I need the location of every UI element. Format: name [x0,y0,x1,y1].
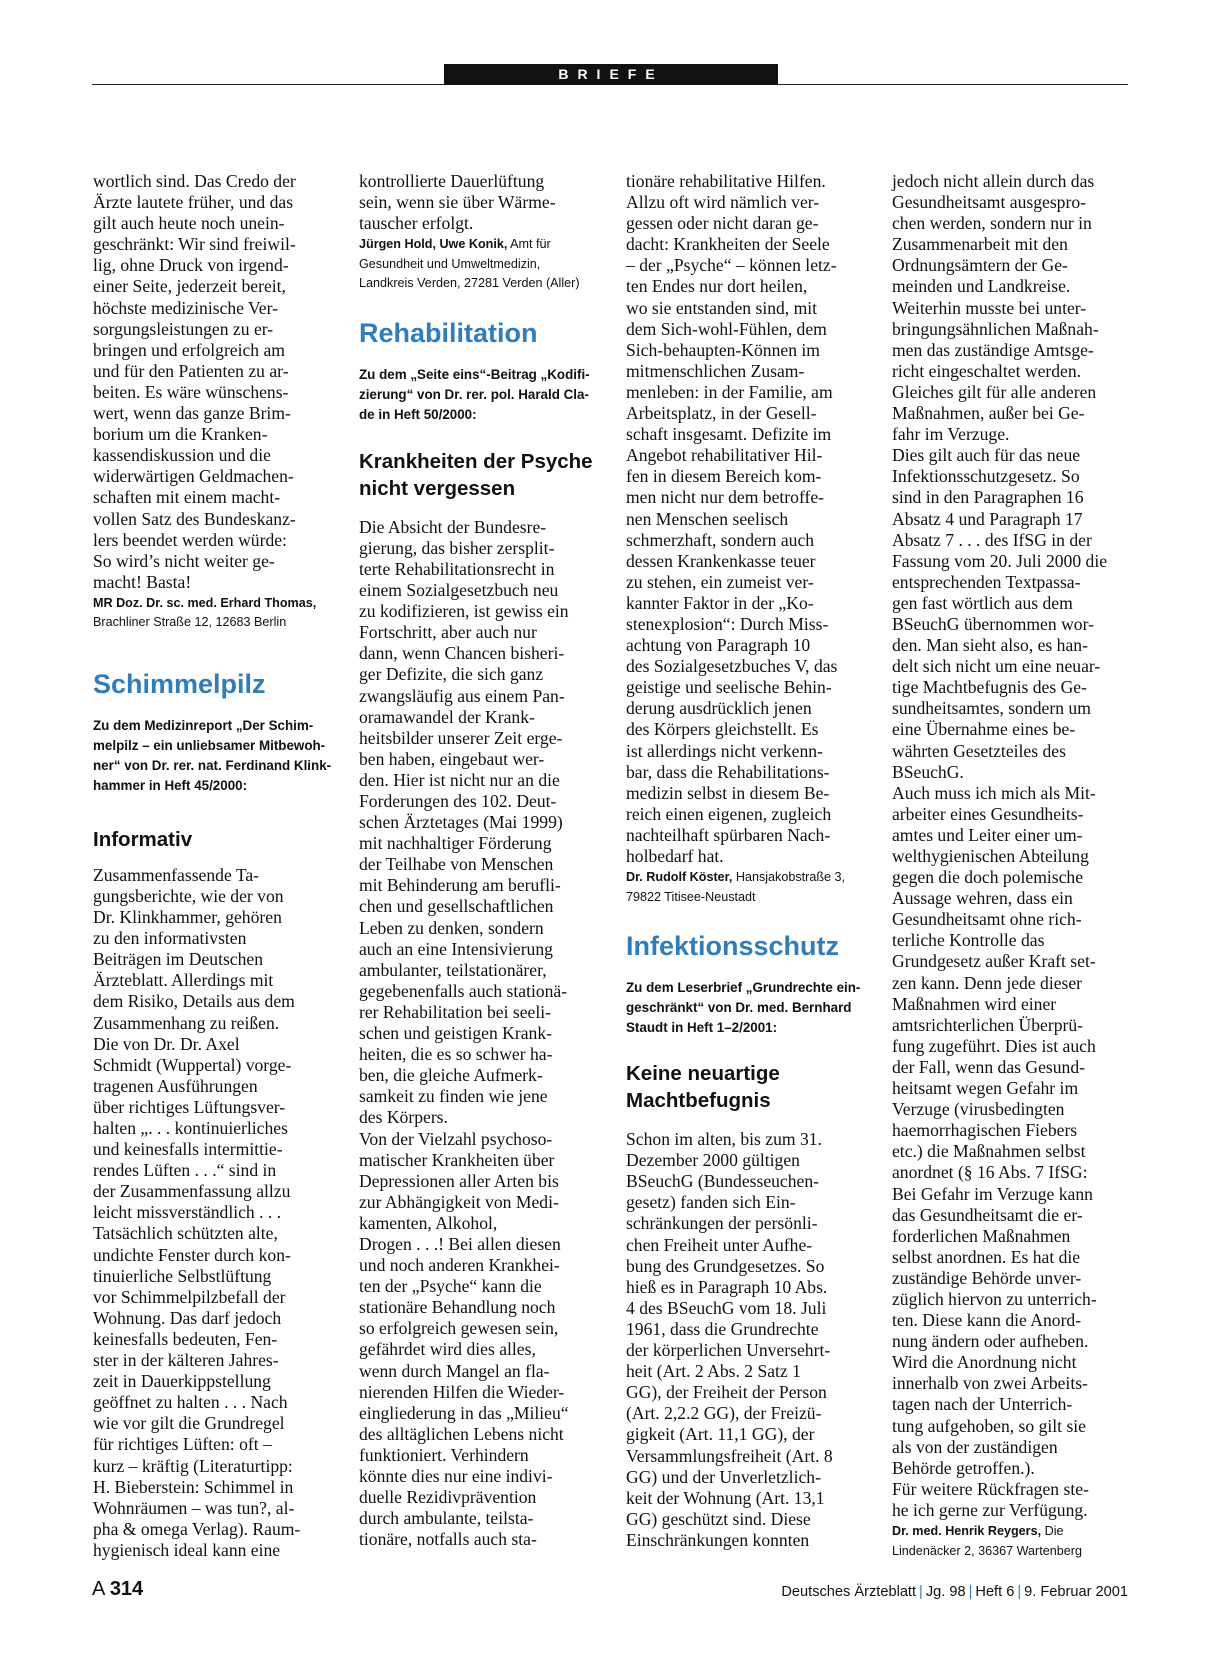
text-line: heitsamt wegen Gefahr im [892,1078,1079,1099]
text-line: Zu dem „Seite eins“-Beitrag „Kodifi- [359,366,590,382]
text-line: men das zuständige Amtsge- [892,339,1094,360]
text-line: der Zusammenfassung allzu [93,1181,291,1202]
text-line: gefährdet wird dies alles, [359,1339,536,1360]
column-3 [626,171,868,1551]
text-line: tagen nach der Unterrich- [892,1394,1073,1415]
text-line: gesetz) fanden sich Ein- [626,1192,796,1213]
text-line: tionäre, notfalls auch sta- [359,1529,537,1550]
letter-continuation-text [93,171,335,593]
text-line: Auch muss ich mich als Mit- [892,782,1096,803]
text-line: derung ausdrücklich jenen [626,698,812,719]
text-line: zu kodifizieren, ist gewiss ein [359,601,569,622]
text-line: Schmidt (Wuppertal) vorge- [93,1054,292,1075]
text-line: ten der „Psyche“ kann die [359,1276,542,1297]
text-line: nachteilhaft spürbaren Nach- [626,824,831,845]
text-line: geschränkt: Wir sind freiwil- [93,234,296,255]
text-line: Von der Vielzahl psychoso- [359,1128,553,1149]
text-line: Beiträgen im Deutschen [93,949,264,970]
text-line: Tatsächlich schützten alte, [93,1223,278,1244]
text-line: de in Heft 50/2000: [359,406,477,422]
text-line: terliche Kontrolle das [892,930,1045,951]
text-line: entsprechenden Textpassa- [892,571,1081,592]
text-line: des Körpers. [359,1107,448,1128]
text-line: leicht missverständlich . . . [93,1202,282,1223]
text-line: Machtbefugnis [626,1089,771,1113]
text-line: tauscher erfolgt. [359,213,474,234]
signature-address: Amt für [507,237,551,252]
text-line: 4 des BSeuchG vom 18. Juli [626,1297,827,1318]
text-line: Fortschritt, aber auch nur [359,622,537,643]
text-line: Verzuge (virusbedingten [892,1099,1065,1120]
text-line: amtsrichterlichen Überprü- [892,1014,1084,1035]
text-line: mit Behinderung am berufli- [359,875,561,896]
text-line: zu den informativsten [93,928,247,949]
text-line: halten „. . . kontinuierliches [93,1118,288,1138]
text-line: sorgungsleistungen zu er- [93,318,274,339]
letter-headline [93,826,335,853]
text-line: bung des Grundgesetzes. So [626,1255,825,1276]
text-line: zen kann. Denn jede dieser [892,972,1083,993]
text-line: fung zugeführt. Dies ist auch [892,1035,1096,1056]
letter-headline [626,1060,868,1114]
letter-body-text [93,865,335,1561]
text-line: schen Ärztetages (Mai 1999) [359,812,563,833]
text-line: das Gesundheitsamt die er- [892,1204,1083,1225]
text-line: geistige und seelische Behin- [626,677,832,698]
text-line: für richtiges Lüften: oft – [93,1434,272,1455]
letter-signature [93,594,335,633]
text-line: rer Rehabilitation bei seeli- [359,1001,551,1022]
column-1 [93,171,335,1561]
text-line: gen fast wörtlich aus dem [892,592,1073,613]
text-line: Arbeitsplatz, in der Gesell- [626,403,817,424]
text-line: geschränkt“ von Dr. med. Bernhard [626,1000,852,1016]
text-line: tionäre rehabilitative Hilfen. [626,171,826,191]
text-line: Landkreis Verden, 27281 Verden (Aller) [359,276,580,291]
text-line: heiten, die es so schwer ha- [359,1044,553,1065]
text-line: Depressionen aller Arten bis [359,1170,559,1191]
text-line: BSeuchG (Bundesseuchen- [626,1171,819,1192]
text-line: Informativ [93,827,193,851]
text-line: ist allerdings nicht verkenn- [626,740,823,761]
text-line: gegen die doch polemische [892,867,1084,888]
signature-address-lines [626,888,868,908]
text-line: über richtiges Lüftungsver- [93,1096,286,1117]
text-line: ambulanter, teilstationärer, [359,959,547,980]
text-line: und noch anderen Krankhei- [359,1255,560,1276]
letter-signature [626,868,868,907]
text-line: Sich-behaupten-Können im [626,339,820,360]
text-line: dem Sich-wohl-Fühlen, dem [626,318,827,339]
text-line: Allzu oft wird nämlich ver- [626,192,820,213]
text-line: tragenen Ausführungen [93,1075,258,1096]
text-line: lig, ohne Druck von irgend- [93,255,289,276]
text-line: wie vor gilt die Grundregel [93,1413,285,1434]
text-line: Gesundheitsamt ohne rich- [892,909,1082,930]
text-line: haemorrhagischen Fiebers [892,1120,1078,1141]
page-number [92,1578,143,1601]
text-line: ster in der kälteren Jahres- [93,1350,279,1371]
text-line: GG), der Freiheit der Person [626,1382,827,1403]
text-line: Absatz 4 und Paragraph 17 [892,508,1083,529]
text-line: sundheitsamtes, sondern um [892,698,1091,719]
text-line: holbedarf hat. [626,846,724,866]
text-line: Zusammenarbeit mit den [892,234,1068,255]
text-line: züglich hiervon zu unterrich- [892,1288,1097,1309]
text-line: Krankheiten der Psyche [359,449,593,473]
signature-address-lines [359,255,601,294]
text-line: Gesundheitsamt ausgespro- [892,192,1086,213]
text-line: Für weitere Rückfragen ste- [892,1478,1089,1499]
text-line: samkeit zu finden wie jene [359,1086,548,1107]
text-line: he ich gerne zur Verfügung. [892,1499,1088,1520]
signature-address: Hansjakobstraße 3, [732,870,846,885]
text-line: ger Defizite, die sich ganz [359,664,544,685]
text-line: eingliederung in das „Milieu“ [359,1402,569,1423]
text-line: dann, wenn Chancen bisheri- [359,643,565,664]
text-line: vor Schimmelpilzbefall der [93,1286,286,1307]
text-line: GG) geschützt sind. Diese [626,1508,811,1529]
text-line: Aussage wehren, dass ein [892,888,1073,909]
column-4 [892,171,1134,1561]
text-line: Dies gilt auch für das neue [892,445,1081,466]
text-line: sind in den Paragraphen 16 [892,487,1084,508]
text-line: bar, dass die Rehabilitations- [626,761,830,782]
text-line: Zusammenfassende Ta- [93,864,260,885]
text-line: Ärzteblatt. Allerdings mit [93,970,274,991]
text-line: kontrollierte Dauerlüftung [359,171,545,191]
text-line: widerwärtigen Geldmachen- [93,466,294,487]
text-line: undichte Fenster durch kon- [93,1244,291,1265]
text-line: Versammlungsfreiheit (Art. 8 [626,1445,833,1466]
text-line: stenexplosion“: Durch Miss- [626,613,829,634]
text-line: Wohnung. Das darf jedoch [93,1307,282,1328]
text-line: durch ambulante, teilsta- [359,1508,534,1529]
text-line: dessen Krankenkasse teuer [626,550,816,571]
text-line: chen und gesellschaftlichen [359,896,554,917]
text-line: des Körpers gleichstellt. Es [626,719,819,740]
text-line: einem Sozialgesetzbuch neu [359,580,559,601]
text-line: höchste medizinische Ver- [93,297,278,318]
text-line: tinuierliche Selbstlüftung [93,1265,272,1286]
text-line: des alltäglichen Lebens nicht [359,1423,564,1444]
text-line: keinesfalls bedeuten, Fen- [93,1328,278,1349]
text-line: Einschränkungen konnten [626,1529,810,1550]
text-line: duelle Rezidivprävention [359,1487,537,1508]
text-line: jedoch nicht allein durch das [892,171,1095,191]
text-line: ten Endes nur dort heilen, [626,276,808,297]
text-line: Ordnungsämtern der Ge- [892,255,1068,276]
text-line: ben, die gleiche Aufmerk- [359,1065,543,1086]
text-line: bringen und erfolgreich am [93,339,285,360]
text-line: Absatz 7 . . . des IfSG in der [892,529,1092,550]
text-line: funktioniert. Verhindern [359,1444,529,1465]
text-line: zeit in Dauerkippstellung [93,1371,271,1392]
text-line: Behörde getroffen.). [892,1457,1035,1478]
text-line: Die Absicht der Bundesre- [359,516,547,537]
letter-body-text [626,1129,868,1551]
text-line: gessen oder nicht daran ge- [626,213,819,234]
text-line: der körperlichen Unversehrt- [626,1340,831,1361]
text-line: 79822 Titisee-Neustadt [626,889,756,904]
text-line: chen werden, sondern nur in [892,213,1092,234]
text-line: nung ändern oder aufheben. [892,1331,1089,1352]
text-line: sein, wenn sie über Wärme- [359,192,556,213]
text-line: Wird die Anordnung nicht [892,1352,1077,1373]
text-line: auch an eine Intensivierung [359,938,553,959]
text-line: zu stehen, ein zumeist ver- [626,571,814,592]
journal-footer [781,1584,1128,1600]
text-line: borium um die Kranken- [93,424,268,445]
journal-volume: Jg. 98 [925,1584,966,1600]
column-2 [359,171,601,1550]
text-line: Gesundheit und Umweltmedizin, [359,256,541,271]
text-line: BSeuchG. [892,761,964,782]
journal-issue: Heft 6 [975,1584,1015,1600]
text-line: welthygienischen Abteilung [892,846,1089,866]
signature-address: Die [1041,1524,1064,1538]
text-line: könnte dies nur eine indivi- [359,1466,553,1486]
text-line: einer Seite, jederzeit bereit, [93,276,286,297]
journal-name: Deutsches Ärzteblatt [781,1584,917,1600]
text-line: vollen Satz des Bundeskanz- [93,508,296,529]
letter-continuation-text [359,171,601,234]
text-line: der Teilhabe von Menschen [359,854,554,875]
letter-signature [359,235,601,294]
text-line: nierenden Hilfen die Wieder- [359,1381,565,1402]
letter-headline [359,448,601,502]
text-line: oramawandel der Krank- [359,706,535,727]
text-line: wortlich sind. Das Credo der [93,171,296,191]
text-line: beiten. Es wäre wünschens- [93,381,289,402]
text-line: reich einen eigenen, zugleich [626,803,832,824]
article-reference [626,978,868,1038]
text-line: schen und geistigen Krank- [359,1023,552,1044]
letter-signature [892,1522,1134,1561]
letter-continuation-text [892,171,1134,1521]
text-line: Dezember 2000 gültigen [626,1150,800,1171]
text-line: und keinesfalls intermittie- [93,1139,283,1160]
footer-separator: | [968,1584,973,1600]
section-title-infektionsschutz: Infektionsschutz [626,931,840,962]
footer-separator: | [1017,1584,1022,1600]
text-line: terte Rehabilitationsrecht in [359,558,555,579]
text-line: Staudt in Heft 1–2/2001: [626,1020,778,1036]
text-line: gierung, das bisher zersplit- [359,537,555,558]
text-line: – der „Psyche“ – können letz- [626,255,837,276]
text-line: pha & omega Verlag). Raum- [93,1518,301,1539]
text-line: BSeuchG übernommen wor- [892,613,1094,634]
text-line: fahr im Verzuge. [892,424,1010,445]
text-line: etc.) die Maßnahmen selbst [892,1141,1086,1162]
text-line: Schon im alten, bis zum 31. [626,1129,822,1150]
text-line: H. Bieberstein: Schimmel in [93,1476,294,1497]
text-line: GG) und der Unverletzlich- [626,1466,821,1487]
text-line: zierung“ von Dr. rer. pol. Harald Cla- [359,386,589,402]
text-line: fen in diesem Bereich kom- [626,466,822,487]
text-line: Ärzte lautete früher, und das [93,192,294,213]
text-line: zwangsläufig aus einem Pan- [359,685,565,706]
text-line: kassendiskussion und die [93,445,271,466]
text-line: hieß es in Paragraph 10 Abs. [626,1276,828,1297]
letter-continuation-text [626,171,868,867]
text-line: hammer in Heft 45/2000: [93,777,248,793]
text-line: und für den Patienten zu ar- [93,360,289,381]
text-line: wert, wenn das ganze Brim- [93,403,291,424]
text-line: heitsbilder unserer Zeit erge- [359,727,563,748]
text-line: Zu dem Medizinreport „Der Schim- [93,717,314,733]
text-line: zur Abhängigkeit von Medi- [359,1191,559,1212]
text-line: matischer Krankheiten über [359,1149,555,1170]
signature-name: Jürgen Hold, Uwe Konik, [359,237,508,252]
text-line: Bei Gefahr im Verzuge kann [892,1183,1093,1204]
text-line: 1961, dass die Grundrechte [626,1318,819,1339]
footer-separator: | [919,1584,923,1600]
text-line: Dr. Klinkhammer, gehören [93,907,282,928]
text-line: wo sie entstanden sind, mit [626,297,818,318]
text-line: Leben zu denken, sondern [359,917,544,938]
text-line: rendes Lüften . . .“ sind in [93,1160,277,1181]
text-line: delt sich nicht um eine neuar- [892,656,1101,677]
text-line: kurz – kräftig (Literaturtipp: [93,1455,293,1476]
text-line: nen Menschen seelisch [626,508,789,529]
text-line: tige Machtbefugnis des Ge- [892,677,1087,698]
text-line: gilt auch heute noch unein- [93,213,285,234]
text-line: macht! Basta! [93,571,192,592]
page-number-value: 314 [109,1578,144,1600]
text-line: dem Risiko, Details aus dem [93,991,295,1012]
text-line: men nicht nur dem betroffe- [626,487,825,508]
text-line: Zu dem Leserbrief „Grundrechte ein- [626,980,861,996]
signature-name: Dr. med. Henrik Reygers, [892,1524,1042,1538]
text-line: Maßnahmen wird einer [892,993,1057,1014]
section-title-rehabilitation: Rehabilitation [359,317,538,348]
text-line: gungsberichte, wie der von [93,885,284,906]
text-line: kannter Faktor in der „Ko- [626,592,814,613]
text-line: chen Freiheit unter Aufhe- [626,1234,813,1255]
text-line: tung aufgehoben, so gilt sie [892,1415,1086,1436]
text-line: Lindenäcker 2, 36367 Wartenberg [892,1543,1082,1558]
text-line: den. Man sieht also, es han- [892,635,1088,656]
text-line: geöffnet zu halten . . . Nach [93,1392,288,1413]
text-line: dacht: Krankheiten der Seele [626,234,830,255]
text-line: hygienisch ideal kann eine [93,1539,281,1560]
text-line: medizin selbst in diesem Be- [626,782,830,803]
section-header: BRIEFE [444,64,778,85]
text-line: Wohnräumen – was tun?, al- [93,1497,295,1518]
text-line: der Fall, wenn das Gesund- [892,1056,1085,1077]
signature-name: Dr. Rudolf Köster, [626,870,733,885]
letter-body-text [359,517,601,1551]
text-line: gigkeit (Art. 11,1 GG), der [626,1424,815,1445]
text-line: lers beendet werden würde: [93,529,287,550]
text-line: ben haben, eingebaut wer- [359,748,545,769]
text-line: Die von Dr. Dr. Axel [93,1033,240,1054]
text-line: schaften mit einem macht- [93,487,281,508]
text-line: zuständige Behörde unver- [892,1267,1082,1288]
text-line: Gleiches gilt für alle anderen [892,381,1097,402]
text-line: Maßnahmen, außer bei Ge- [892,403,1085,424]
text-line: Keine neuartige [626,1062,780,1086]
text-line: keit der Wohnung (Art. 13,1 [626,1487,825,1508]
text-line: schmerzhaft, sondern auch [626,529,815,550]
text-line: schränkungen der persönli- [626,1213,818,1234]
text-line: wenn durch Mangel an fla- [359,1360,550,1381]
section-title-schimmelpilz: Schimmelpilz [93,668,266,699]
signature-address-lines [892,1542,1134,1562]
text-line: ner“ von Dr. rer. nat. Ferdinand Klink- [93,757,332,773]
text-line: mit nachhaltiger Förderung [359,833,552,854]
text-line: ten. Diese kann die Anord- [892,1310,1082,1331]
text-line: amtes und Leiter einer um- [892,824,1083,845]
text-line: stationäre Behandlung noch [359,1297,556,1318]
text-line: Zusammenhang zu reißen. [93,1012,280,1033]
text-line: eine Übernahme eines be- [892,719,1076,740]
text-line: (Art. 2,2.2 GG), der Freizü- [626,1403,822,1424]
page-prefix: A [92,1578,105,1600]
text-line: meinden und Landkreise. [892,276,1071,297]
text-line: forderlichen Maßnahmen [892,1225,1071,1246]
text-line: Infektionsschutzgesetz. So [892,466,1080,487]
text-line: so erfolgreich gewesen sein, [359,1318,559,1339]
text-line: des Sozialgesetzbuches V, das [626,656,838,677]
text-line: gegebenenfalls auch stationä- [359,980,568,1001]
signature-address: Brachliner Straße 12, 12683 Berlin [93,615,287,630]
text-line: Fassung vom 20. Juli 2000 die [892,550,1108,571]
text-line: Angebot rehabilitativer Hil- [626,445,823,466]
article-reference [93,716,335,796]
text-line: schaft insgesamt. Defizite im [626,424,832,445]
text-line: richt eingeschaltet werden. [892,360,1082,381]
text-line: währten Gesetzteiles des [892,740,1066,761]
text-line: Grundgesetz außer Kraft set- [892,951,1096,972]
article-reference [359,365,601,425]
text-line: arbeiter eines Gesundheits- [892,803,1084,824]
text-line: menleben: in der Familie, am [626,381,833,402]
text-line: mitmenschlichen Zusam- [626,360,805,381]
journal-date: 9. Februar 2001 [1024,1584,1128,1600]
text-line: achtung von Paragraph 10 [626,635,811,656]
text-line: den. Hier ist nicht nur an die [359,769,560,790]
text-line: als von der zuständigen [892,1436,1058,1457]
text-line: Weiterhin musste bei unter- [892,297,1087,318]
text-line: nicht vergessen [359,476,516,500]
text-line: heit (Art. 2 Abs. 2 Satz 1 [626,1361,801,1382]
text-line: Forderungen des 102. Deut- [359,791,557,811]
text-line: Drogen . . .! Bei allen diesen [359,1233,561,1254]
text-line: selbst anordnen. Es hat die [892,1246,1081,1267]
signature-name: MR Doz. Dr. sc. med. Erhard Thomas, [93,595,317,610]
text-line: innerhalb von zwei Arbeits- [892,1373,1088,1394]
text-line: bringungsähnlichen Maßnah- [892,318,1099,339]
text-line: kamenten, Alkohol, [359,1212,498,1233]
text-line: anordnet (§ 16 Abs. 7 IfSG: [892,1162,1088,1183]
text-line: melpilz – ein unliebsamer Mitbewoh- [93,737,326,753]
text-line: So wird’s nicht weiter ge- [93,550,275,571]
